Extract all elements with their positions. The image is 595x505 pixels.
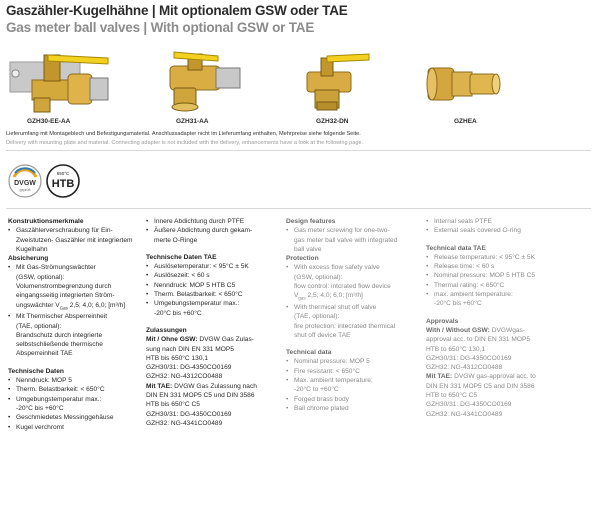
tae-en-item: • Nominal pressure: MOP 5 HTB C5 (426, 271, 591, 280)
tae-en-item: • max. ambient temperature: -20°C bis +60°C (426, 290, 591, 309)
page-title-de: Gaszähler-Kugelhähne | Mit optionalem GSW oder TAE (6, 3, 348, 18)
zulassung-tae: Mit TAE: DVGW Gas Zulassung nach DIN EN 331 MOP5 C5 und DIN 3586 HTB bis 650°C C5 GZH30/31: DG-4350CO0169 GZH32: NG-4341CO0489 (146, 382, 257, 427)
product-image-gzh31 (160, 50, 245, 117)
heading-approvals: Approvals (426, 317, 459, 325)
absicherung-item-tae: • Mit Thermischer Absperreinheit (TAE, optional): Brandschutz durch integrierte selbstschließende thermische Absperreinheit TAE (8, 312, 143, 358)
dvgw-badge-icon (8, 164, 42, 198)
approval-tae: Mit TAE: DVGW gas-approval acc. to DIN EN 331 MOP5 C5 and DIN 3586 HTB to 650°C C5 GZH30/31: DG-4350CO0169 GZH32: NG-4341CO0489 (426, 373, 536, 418)
product-code-gzh32: GZH32-DN (316, 118, 349, 125)
seal-item: • External seals covered O-ring (426, 226, 591, 235)
dichtung-item: • Äußere Abdichtung durch gekam- merte O-Ringe (146, 226, 281, 245)
absicherung-item-gsw: • Mit Gas-Strömungswächter (GSW, optional): Volumenstrombegrenzung durch eingangsseitig integrierten Ström- ungswächter $V_{Gas}$ 2,5; 4,0; 6,0; [m³/h] (8, 263, 143, 312)
dichtung-item: • Innere Abdichtung durch PTFE (146, 217, 281, 226)
technical-item: • Max. ambient temperature: -20°C to +60°C (286, 376, 424, 395)
tech-item: • Umgebungstemperatur max.: -20°C bis +60°C (8, 395, 143, 414)
delivery-note-en: Delivery with mounting plate and material. Connecting adapter is not included with the delivery, enhancements have a look at the following page. (6, 140, 364, 146)
product-image-gzh32 (303, 52, 373, 119)
tae-en-item: • Thermal rating: < 650°C (426, 281, 591, 290)
tech-item: • Therm. Belastbarkeit: < 650°C (8, 385, 143, 394)
tech-item: • Nenndruck: MOP 5 (8, 376, 143, 385)
heading-tae-de: Technische Daten TAE (146, 253, 217, 261)
product-code-gzh31: GZH31-AA (176, 118, 209, 125)
technical-item: • Ball chrome plated (286, 404, 424, 413)
tae-item: • Umgebungstemperatur max.: -20°C bis +60°C (146, 299, 281, 318)
technical-item: • Fire resistant: < 650°C (286, 367, 424, 376)
dvgw-badge-text: DVGW (14, 180, 36, 187)
technical-item: • Forged brass body (286, 395, 424, 404)
heading-zulassungen: Zulassungen (146, 326, 187, 334)
design-item: • Gas meter screwing for one-two- gas meter ball valve with integrated ball valve (286, 226, 424, 254)
divider-top (6, 150, 591, 151)
seal-item: • Internal seals PTFE (426, 217, 591, 226)
konstruktion-item: • Gaszählerverschraubung für Ein-Zweistutzen- Gaszähler mit integriertem Kugelhahn (8, 226, 143, 254)
product-image-gzhea (426, 60, 502, 111)
approval-gsw: With / Without GSW: DVGWgas- approval acc. to DIN EN 331 MOP5 HTB to 650°C 130,1 GZH30/31: DG-4350CO0169 GZH32: NG-4312CO0488 (426, 326, 531, 372)
product-code-gzhea: GZHEA (454, 118, 477, 125)
tae-item: • Nenndruck: MOP 5 HTB C5 (146, 281, 281, 290)
heading-tae-en: Technical data TAE (426, 244, 486, 252)
delivery-note-de: Lieferumfang mit Montageblech und Befestigungsmaterial. Anschlussadapter nicht im Lieferumfang enthalten, Mehrpreise siehe folgende Seite. (6, 131, 361, 137)
tae-item: • Auslösezeit: < 60 s (146, 271, 281, 280)
dvgw-badge-sub: geprüft (19, 188, 31, 192)
product-image-gzh30 (8, 50, 113, 121)
htb-badge-top: 650°C (56, 171, 70, 176)
page-title-en: Gas meter ball valves | With optional GSW or TAE (6, 20, 315, 35)
protection-item-gsw: • With excess flow safety valve (GSW, optional): flow control: intcrated flow device $V_{gas}$ 2,5; 4,0; 6,0; [m³/h] (286, 263, 424, 303)
heading-design-features: Design features (286, 218, 336, 225)
heading-konstruktion: Konstruktionsmerkmale (8, 218, 84, 225)
zulassung-gsw: Mit / Ohne GSW: DVGW Gas Zulas- sung nach DIN EN 331 MOP5 HTB bis 650°C 130,1 GZH30/31: DG-4350CO0169 GZH32: NG-4312CO0488 (146, 336, 254, 381)
heading-absicherung: Absicherung (8, 255, 49, 263)
technical-item: • Nominal pressure: MOP 5 (286, 357, 424, 366)
product-code-gzh30: GZH30-EE-AA (27, 118, 71, 125)
heading-protection: Protection (286, 255, 319, 263)
col-en-left (286, 217, 424, 413)
heading-technical-data: Technical data (286, 349, 332, 357)
tae-en-item: • Release time: < 60 s (426, 262, 591, 271)
htb-badge-text: HTB (51, 178, 75, 190)
tech-item: • Kugel verchromt (8, 423, 143, 432)
tech-item: • Geschmiedetes Messinggehäuse (8, 413, 143, 422)
protection-item-tae: • With thermical shut off valve (TAE, optional): fire protection: intecrated thermical shut off device TAE (286, 303, 424, 340)
col-de-left (8, 217, 143, 432)
heading-technische-daten: Technische Daten (8, 367, 64, 375)
col-en-right (426, 217, 591, 419)
divider-mid (6, 208, 591, 209)
htb-badge-icon (46, 164, 80, 198)
tae-item: • Auslösetemperatur: < 95°C ± 5K (146, 262, 281, 271)
tae-item: • Therm. Belastbarkeit: < 650°C (146, 290, 281, 299)
tae-en-item: • Release temperature: < 95°C ± 5K (426, 253, 591, 262)
col-de-right (146, 217, 281, 428)
